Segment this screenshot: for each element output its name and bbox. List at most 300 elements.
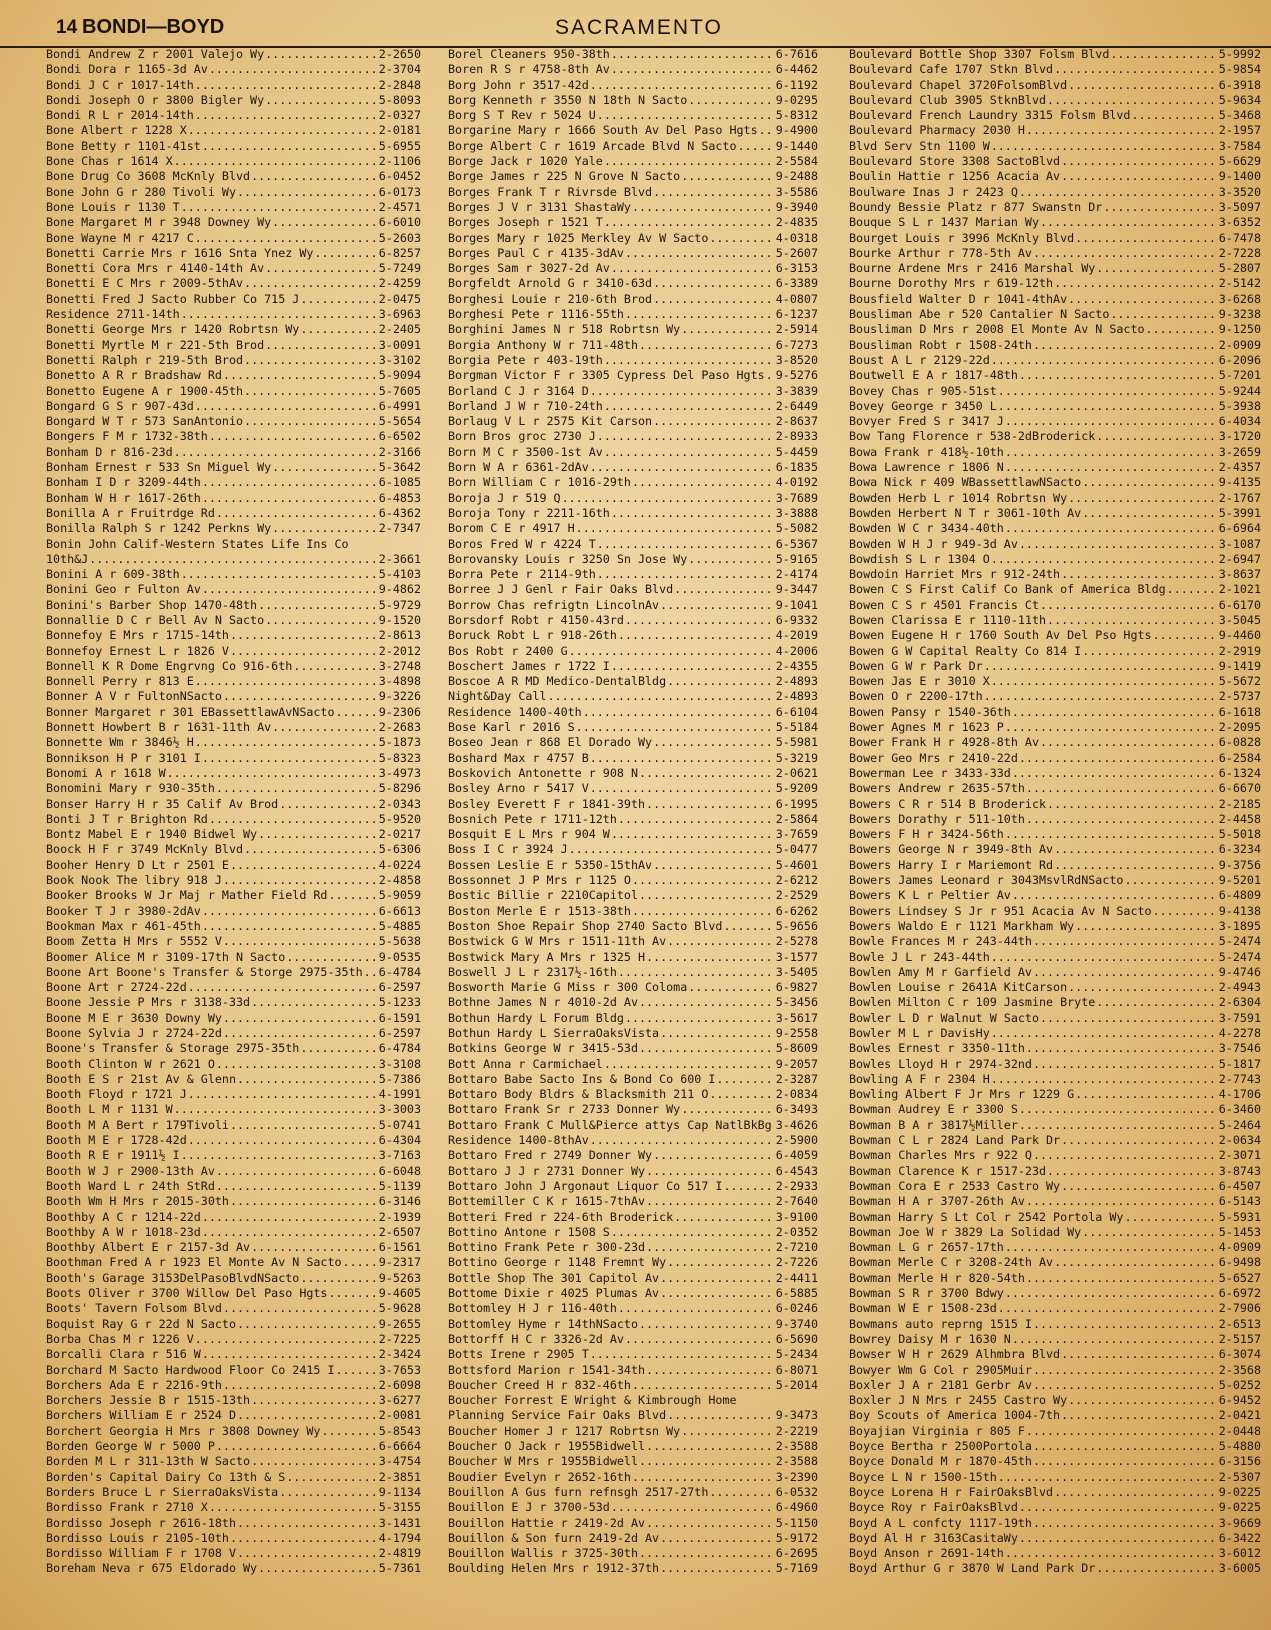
listing-name: Bonetti Myrtle M r 221-5th Brod bbox=[46, 337, 265, 352]
listing-phone: 9-0225 bbox=[1218, 1484, 1261, 1499]
listing-phone: 2-2185 bbox=[1218, 796, 1261, 811]
listing-name: Bowen G W r Park Dr bbox=[849, 658, 983, 673]
listing-name: Borden's Capital Dairy Co 13th & S bbox=[46, 1469, 286, 1484]
dot-leader bbox=[1053, 276, 1217, 291]
dot-leader bbox=[201, 582, 377, 597]
listing-name: Boone Art r 2724-22d bbox=[46, 980, 187, 995]
listing-name: Boren R S r 4758-8th Av bbox=[448, 62, 610, 77]
dot-leader bbox=[645, 1516, 774, 1531]
listing-name: Bowen Jas E r 3010 X bbox=[849, 674, 990, 689]
dot-leader bbox=[180, 567, 377, 582]
dot-leader bbox=[1081, 1225, 1217, 1240]
listing-phone: 3-7653 bbox=[378, 1362, 421, 1377]
listing-name: Boone Sylvia J r 2724-22d bbox=[46, 1026, 222, 1040]
dot-leader bbox=[236, 1516, 377, 1531]
listing-phone: 5-9656 bbox=[775, 918, 818, 933]
dot-leader bbox=[285, 1470, 377, 1485]
dot-leader bbox=[680, 1424, 774, 1439]
listing-phone: 3-9100 bbox=[775, 1209, 818, 1224]
listing-phone: 3-8637 bbox=[1218, 567, 1261, 582]
listing-name: Bowman L G r 2657-17th bbox=[849, 1240, 1004, 1255]
listing-name: Bone Louis r 1130 T bbox=[46, 199, 180, 214]
listing-phone: 5-8093 bbox=[378, 92, 421, 107]
listing-entry bbox=[448, 445, 818, 460]
listing-entry bbox=[448, 1408, 818, 1423]
dot-leader bbox=[610, 62, 774, 77]
dot-leader bbox=[1060, 1347, 1217, 1362]
listing-entry bbox=[849, 1118, 1261, 1133]
listing-phone: 2-3166 bbox=[378, 444, 421, 459]
listing-phone: 2-6449 bbox=[775, 398, 818, 413]
listing-name: Boy Scouts of America 1004-7th bbox=[849, 1408, 1061, 1423]
dot-leader bbox=[1032, 246, 1217, 261]
listing-entry bbox=[46, 965, 421, 980]
dot-leader bbox=[201, 1347, 377, 1362]
listing-name: Bottemiller C K r 1615-7thAv bbox=[448, 1194, 646, 1209]
listing-name: Planning Service Fair Oaks Blvd bbox=[448, 1408, 667, 1423]
listing-phone: 2-8933 bbox=[775, 429, 818, 444]
listing-name: Bowdoin Harriet Mrs r 912-24th bbox=[849, 567, 1061, 582]
listing-name: Bottino Frank Pete r 300-23d bbox=[448, 1240, 646, 1255]
dot-leader bbox=[1011, 705, 1217, 720]
listing-name: Booth R E r 1911½ I bbox=[46, 1148, 180, 1163]
listing-entry bbox=[448, 628, 818, 643]
dot-leader bbox=[1109, 47, 1216, 62]
listing-entry bbox=[448, 827, 818, 842]
dot-leader bbox=[243, 842, 377, 857]
listing-name: Boone's Transfer & Storage 2975-35th bbox=[46, 1041, 300, 1056]
listing-phone: 5-9165 bbox=[775, 551, 818, 566]
listing-phone: 2-0634 bbox=[1218, 1133, 1261, 1148]
listing-phone: 5-3219 bbox=[775, 750, 818, 765]
listing-phone: 5-7201 bbox=[1218, 368, 1261, 383]
listing-phone: 5-9172 bbox=[775, 1530, 818, 1545]
listing-entry bbox=[849, 1454, 1261, 1469]
dot-leader bbox=[645, 1240, 774, 1255]
dot-leader bbox=[708, 1087, 773, 1102]
dot-leader bbox=[1095, 995, 1216, 1010]
listing-entry bbox=[448, 1516, 818, 1531]
listing-entry bbox=[849, 1164, 1261, 1179]
listing-name: Bourne Dorothy Mrs r 619-12th bbox=[849, 276, 1054, 291]
listing-phone: 2-3287 bbox=[775, 1071, 818, 1086]
listing-name: Boston Merle E r 1513-38th bbox=[448, 903, 631, 918]
listing-entry bbox=[849, 154, 1261, 169]
listing-name: Boss I C r 3924 J bbox=[448, 842, 568, 857]
dot-leader bbox=[187, 1133, 377, 1148]
dot-leader bbox=[1004, 827, 1217, 842]
listing-phone: 6-9452 bbox=[1218, 1393, 1261, 1408]
listing-phone: 3-4626 bbox=[775, 1117, 818, 1132]
listing-phone: 6-6613 bbox=[378, 903, 421, 918]
dot-leader bbox=[1074, 919, 1217, 934]
listing-name: Bowyer Wm G Col r 2905Muir bbox=[849, 1362, 1032, 1377]
listing-name: Bowman S R r 3700 Bdwy bbox=[849, 1286, 1004, 1301]
listing-name: Bonner Margaret r 301 EBassettlawAvNSacto bbox=[46, 704, 335, 719]
listing-phone: 6-6964 bbox=[1218, 521, 1261, 536]
listing-entry bbox=[46, 445, 421, 460]
listing-phone: 6-7478 bbox=[1218, 230, 1261, 245]
listing-phone: 9-1440 bbox=[775, 138, 818, 153]
listing-phone: 6-3156 bbox=[1218, 1454, 1261, 1469]
dot-leader bbox=[208, 812, 377, 827]
listing-phone: 2-2219 bbox=[775, 1423, 818, 1438]
listing-name: Boyajian Virginia r 805 F bbox=[849, 1423, 1025, 1438]
dot-leader bbox=[631, 1378, 774, 1393]
listing-entry bbox=[46, 1516, 421, 1531]
listing-phone: 2-4893 bbox=[775, 674, 818, 689]
dot-leader bbox=[997, 399, 1217, 414]
listing-entry bbox=[448, 689, 818, 704]
listing-entry bbox=[448, 1240, 818, 1255]
listing-name: Boone Jessie P Mrs r 3138-33d bbox=[46, 995, 251, 1010]
listing-phone: 6-0452 bbox=[378, 169, 421, 184]
listing-name: Boucher W Mrs r 1955Bidwell bbox=[448, 1454, 638, 1469]
dot-leader bbox=[250, 995, 377, 1010]
listing-phone: 9-3740 bbox=[775, 1316, 818, 1331]
listing-name: Bottle Shop The 301 Capitol Av bbox=[448, 1270, 660, 1285]
dot-leader bbox=[1025, 781, 1217, 796]
listing-entry bbox=[46, 1164, 421, 1179]
dot-leader bbox=[229, 858, 377, 873]
dot-leader bbox=[645, 1363, 774, 1378]
dot-leader bbox=[617, 965, 774, 980]
listing-entry bbox=[46, 1286, 421, 1301]
listing-name: Bowman Joe W r 3829 La Solidad Wy bbox=[849, 1224, 1082, 1239]
listing-phone: 3-7689 bbox=[775, 490, 818, 505]
listing-entry bbox=[849, 995, 1261, 1010]
listing-entry bbox=[46, 873, 421, 888]
listing-entry bbox=[849, 1240, 1261, 1255]
listing-phone: 5-5672 bbox=[1218, 674, 1261, 689]
dot-leader bbox=[215, 1164, 377, 1179]
listing-name: Boulevard Bottle Shop 3307 Folsm Blvd bbox=[849, 47, 1110, 61]
listing-name: Boothby A C r 1214-22d bbox=[46, 1209, 201, 1224]
listing-name: Borg S T Rev r 5024 U bbox=[448, 108, 596, 123]
listing-entry bbox=[46, 1194, 421, 1209]
listing-phone: 2-1957 bbox=[1218, 123, 1261, 138]
listing-entry bbox=[46, 1408, 421, 1423]
listing-phone: 2-0352 bbox=[775, 1224, 818, 1239]
listing-phone: 5-2014 bbox=[775, 1377, 818, 1392]
dot-leader bbox=[997, 1470, 1217, 1485]
listing-phone: 6-8071 bbox=[775, 1362, 818, 1377]
listing-name: Bondi Joseph O r 3800 Bigler Wy bbox=[46, 92, 265, 107]
listing-name: Borgfeldt Arnold G r 3410-63d bbox=[448, 276, 653, 291]
listing-entry bbox=[46, 1500, 421, 1515]
listing-phone: 9-4862 bbox=[378, 582, 421, 597]
listing-entry bbox=[46, 62, 421, 77]
listing-name: Bonham D r 816-23d bbox=[46, 444, 173, 459]
dot-leader bbox=[765, 368, 774, 383]
dot-leader bbox=[1060, 169, 1217, 184]
listing-phone: 5-3642 bbox=[378, 460, 421, 475]
listing-name: Bovyer Fred S r 3417 J bbox=[849, 414, 1004, 429]
listing-name: Booth Floyd r 1721 J bbox=[46, 1087, 187, 1102]
dot-leader bbox=[180, 307, 377, 322]
listing-entry bbox=[849, 1393, 1261, 1408]
listing-entry bbox=[448, 904, 818, 919]
listing-phone: 5-2464 bbox=[1218, 1117, 1261, 1132]
listing-name: Boyce Donald M r 1870-45th bbox=[849, 1454, 1032, 1469]
listing-entry bbox=[46, 751, 421, 766]
listing-phone: 3-7546 bbox=[1218, 1041, 1261, 1056]
listing-name: Borgman Victor F r 3305 Cypress Del Paso Hgts bbox=[448, 368, 765, 383]
listing-name: Boots Oliver r 3700 Willow Del Paso Hgts bbox=[46, 1286, 328, 1301]
dot-leader bbox=[990, 353, 1217, 368]
dot-leader bbox=[236, 1408, 377, 1423]
listing-phone: 2-0909 bbox=[1218, 337, 1261, 352]
listing-name: Bottaro John J Argonaut Liquor Co 517 I bbox=[448, 1178, 723, 1193]
dot-leader bbox=[568, 644, 774, 659]
listing-name: Boulevard Pharmacy 2030 H bbox=[849, 123, 1025, 138]
listing-phone: 2-5584 bbox=[775, 154, 818, 169]
listing-name: Bonetti George Mrs r 1420 Robrtsn Wy bbox=[46, 322, 300, 337]
dot-leader bbox=[603, 215, 774, 230]
dot-leader bbox=[638, 1546, 774, 1561]
listing-phone: 2-7228 bbox=[1218, 245, 1261, 260]
listing-phone: 5-7605 bbox=[378, 383, 421, 398]
dot-leader bbox=[215, 781, 377, 796]
listing-phone: 2-1106 bbox=[378, 154, 421, 169]
dot-leader bbox=[342, 1255, 377, 1270]
listing-name: Borge James r 225 N Grove N Sacto bbox=[448, 169, 681, 184]
listing-entry bbox=[849, 231, 1261, 246]
listing-name: Bosquit E L Mrs r 904 W bbox=[448, 827, 610, 842]
listing-name: Boros Fred W r 4224 T bbox=[448, 536, 596, 551]
listing-phone: 3-4898 bbox=[378, 674, 421, 689]
listing-name: Bonetti Cora Mrs r 4140-14th Av bbox=[46, 261, 265, 276]
listing-name: Borrow Chas refrigtn LincolnAv bbox=[448, 597, 660, 612]
listing-phone: 9-4746 bbox=[1218, 964, 1261, 979]
listing-phone: 2-3568 bbox=[1218, 1362, 1261, 1377]
listing-name: Booth E S r 21st Av & Glenn bbox=[46, 1071, 236, 1086]
dot-leader bbox=[589, 460, 774, 475]
listing-entry bbox=[448, 842, 818, 857]
listing-entry bbox=[448, 368, 818, 383]
listing-phone: 4-2019 bbox=[775, 628, 818, 643]
listing-entry bbox=[849, 353, 1261, 368]
listing-name: Boston Shoe Repair Shop 2740 Sacto Blvd bbox=[448, 918, 723, 933]
listing-name: Bossonnet J P Mrs r 1125 O bbox=[448, 873, 631, 888]
listing-name: Booker T J r 3980-2dAv bbox=[46, 903, 201, 918]
listing-name: Bonnett Howbert B r 1631-11th Av bbox=[46, 720, 272, 735]
listing-name: Bottorff H C r 3326-2d Av bbox=[448, 1331, 624, 1346]
listing-phone: 3-5617 bbox=[775, 1010, 818, 1025]
listing-phone: 5-1233 bbox=[378, 995, 421, 1010]
listing-phone: 3-6268 bbox=[1218, 291, 1261, 306]
listing-phone: 5-8323 bbox=[378, 750, 421, 765]
dot-leader bbox=[990, 1026, 1217, 1041]
listing-name: Bonetti E C Mrs r 2009-5thAv bbox=[46, 276, 244, 291]
listing-name: Bowmans auto reprng 1515 I bbox=[849, 1316, 1032, 1331]
listing-name: Bottaro Babe Sacto Ins & Bond Co 600 I bbox=[448, 1071, 716, 1086]
dot-leader bbox=[1067, 491, 1217, 506]
listing-name: Bowen C S r 4501 Francis Ct bbox=[849, 597, 1039, 612]
listing-name: Bowen G W Capital Realty Co 814 I bbox=[849, 643, 1082, 658]
listing-phone: 2-5278 bbox=[775, 934, 818, 949]
listing-name: Bowman H A r 3707-26th Av bbox=[849, 1194, 1025, 1209]
dot-leader bbox=[1018, 368, 1217, 383]
listing-entry bbox=[448, 644, 818, 659]
listing-name: Born W A r 6361-2dAv bbox=[448, 460, 589, 475]
dot-leader bbox=[327, 888, 376, 903]
listing-entry bbox=[46, 950, 421, 965]
dot-leader bbox=[652, 292, 774, 307]
listing-name: Bonti J T r Brighton Rd bbox=[46, 811, 208, 826]
listing-entry bbox=[849, 384, 1261, 399]
dot-leader bbox=[666, 1255, 774, 1270]
dot-leader bbox=[1046, 1164, 1217, 1179]
listing-entry bbox=[46, 827, 421, 842]
listing-entry bbox=[448, 353, 818, 368]
dot-leader bbox=[236, 1317, 377, 1332]
dot-leader bbox=[1018, 1118, 1217, 1133]
listing-phone: 9-0535 bbox=[378, 949, 421, 964]
listing-entry bbox=[448, 1347, 818, 1362]
listing-entry bbox=[46, 78, 421, 93]
listing-phone: 5-7386 bbox=[378, 1071, 421, 1086]
listing-entry bbox=[849, 552, 1261, 567]
listing-entry bbox=[46, 261, 421, 276]
listing-name: Bonetto A R r Bradshaw Rd bbox=[46, 368, 222, 383]
listing-name: Bowman Merle C r 3208-24th Av bbox=[849, 1255, 1054, 1270]
listing-entry bbox=[448, 1378, 818, 1393]
listing-phone: 2-5914 bbox=[775, 322, 818, 337]
dot-leader bbox=[1074, 231, 1217, 246]
listing-name: Bonnallie D C r Bell Av N Sacto bbox=[46, 612, 265, 627]
dot-leader bbox=[1053, 1255, 1217, 1270]
listing-phone: 6-4784 bbox=[378, 1041, 421, 1056]
listing-name: Borel Cleaners 950-38th bbox=[448, 47, 610, 61]
listing-name: Bowman Clarence K r 1517-23d bbox=[849, 1163, 1047, 1178]
listing-name: Bowdish S L r 1304 O bbox=[849, 551, 990, 566]
listing-name: Bowman Audrey E r 3300 S bbox=[849, 1102, 1018, 1117]
listing-name: Bottome Dixie r 4025 Plumas Av bbox=[448, 1286, 660, 1301]
listing-name: Borra Pete r 2114-9th bbox=[448, 567, 596, 582]
listing-name: Borree J J Genl r Fair Oaks Blvd bbox=[448, 582, 674, 597]
listing-name: Bousliman Abe r 520 Cantalier N Sacto bbox=[849, 307, 1110, 322]
listing-entry bbox=[448, 93, 818, 108]
dot-leader bbox=[1025, 1424, 1217, 1439]
dot-leader bbox=[990, 950, 1217, 965]
listing-entry bbox=[849, 1041, 1261, 1056]
listing-entry bbox=[849, 781, 1261, 796]
listing-entry bbox=[46, 521, 421, 536]
listing-name: Bowen Clarissa E r 1110-11th bbox=[849, 612, 1047, 627]
listing-phone: 2-4411 bbox=[775, 1270, 818, 1285]
dot-leader bbox=[1060, 1179, 1217, 1194]
dot-leader bbox=[1018, 1500, 1217, 1515]
listing-phone: 6-4034 bbox=[1218, 414, 1261, 429]
dot-leader bbox=[1081, 644, 1217, 659]
listing-name: Boxler J N Mrs r 2455 Castro Wy bbox=[849, 1393, 1068, 1408]
dot-leader bbox=[180, 1148, 377, 1163]
listing-entry bbox=[46, 506, 421, 521]
dot-leader bbox=[1067, 78, 1217, 93]
dot-leader bbox=[201, 1225, 377, 1240]
listing-entry bbox=[849, 246, 1261, 261]
listing-entry bbox=[849, 842, 1261, 857]
listing-entry bbox=[448, 123, 818, 138]
listing-entry bbox=[849, 62, 1261, 77]
listing-phone: 6-7273 bbox=[775, 337, 818, 352]
listing-entry bbox=[849, 689, 1261, 704]
listing-name: Bostic Billie r 2210Capitol bbox=[448, 888, 638, 903]
listing-entry bbox=[448, 1164, 818, 1179]
listing-name: Borg Kenneth r 3550 N 18th N Sacto bbox=[448, 92, 688, 107]
dot-leader bbox=[596, 429, 774, 444]
dot-leader bbox=[1032, 934, 1217, 949]
listing-name: Bostwick G W Mrs r 1511-11th Av bbox=[448, 934, 667, 949]
dot-leader bbox=[320, 1424, 376, 1439]
listing-phone: 6-2096 bbox=[1218, 352, 1261, 367]
listing-phone: 2-4943 bbox=[1218, 980, 1261, 995]
dot-leader bbox=[990, 552, 1217, 567]
dot-leader bbox=[1025, 1271, 1217, 1286]
dot-leader bbox=[1095, 261, 1216, 276]
listing-entry bbox=[448, 460, 818, 475]
listing-entry bbox=[448, 185, 818, 200]
listing-phone: 2-0448 bbox=[1218, 1423, 1261, 1438]
listing-phone: 2-4458 bbox=[1218, 811, 1261, 826]
listing-entry bbox=[46, 1332, 421, 1347]
listing-phone: 5-9729 bbox=[378, 597, 421, 612]
listing-entry bbox=[448, 1546, 818, 1561]
listing-name: Boyd A L confcty 1117-19th bbox=[849, 1515, 1032, 1530]
dot-leader bbox=[680, 1102, 774, 1117]
listing-entry bbox=[448, 1102, 818, 1117]
listing-entry bbox=[849, 980, 1261, 995]
listing-name: Bonner A V r FultonNSacto bbox=[46, 689, 222, 704]
dot-leader bbox=[180, 200, 377, 215]
listing-name: Boroja J r 519 Q bbox=[448, 490, 561, 505]
listing-entry bbox=[849, 1286, 1261, 1301]
listing-entry bbox=[46, 598, 421, 613]
listing-phone: 9-2488 bbox=[775, 169, 818, 184]
listing-phone: 3-4754 bbox=[378, 1454, 421, 1469]
listing-phone: 4-0192 bbox=[775, 475, 818, 490]
listing-name: Botts Irene r 2905 T bbox=[448, 1347, 589, 1362]
listing-phone: 6-2597 bbox=[378, 980, 421, 995]
listing-entry bbox=[448, 414, 818, 429]
listing-entry bbox=[46, 1072, 421, 1087]
listing-name: Bondi Dora r 1165-3d Av bbox=[46, 62, 208, 77]
dot-leader bbox=[1095, 429, 1216, 444]
listing-phone: 5-5018 bbox=[1218, 827, 1261, 842]
listing-name: Boshard Max r 4757 B bbox=[448, 750, 589, 765]
listing-name: Boyce L N r 1500-15th bbox=[849, 1469, 997, 1484]
listing-name: Booth Clinton W r 2621 O bbox=[46, 1056, 215, 1071]
listing-name: Boots' Tavern Folsom Blvd bbox=[46, 1301, 222, 1316]
listing-entry bbox=[849, 1072, 1261, 1087]
listing-phone: 3-3108 bbox=[378, 1056, 421, 1071]
listing-entry bbox=[448, 384, 818, 399]
listing-entry bbox=[849, 537, 1261, 552]
dot-leader bbox=[631, 1470, 774, 1485]
listing-phone: 5-9992 bbox=[1218, 47, 1261, 61]
listing-phone: 2-7640 bbox=[775, 1194, 818, 1209]
listing-entry bbox=[46, 659, 421, 674]
dot-leader bbox=[589, 781, 774, 796]
listing-phone: 2-3071 bbox=[1218, 1148, 1261, 1163]
listing-name: Bothun Hardy L SierraOaksVista bbox=[448, 1026, 660, 1040]
listing-entry bbox=[849, 123, 1261, 138]
dot-leader bbox=[194, 78, 377, 93]
listing-phone: 5-2607 bbox=[775, 245, 818, 260]
listing-phone: 6-6670 bbox=[1218, 781, 1261, 796]
listing-name: Boulevard Chapel 3720FolsomBlvd bbox=[849, 77, 1068, 92]
